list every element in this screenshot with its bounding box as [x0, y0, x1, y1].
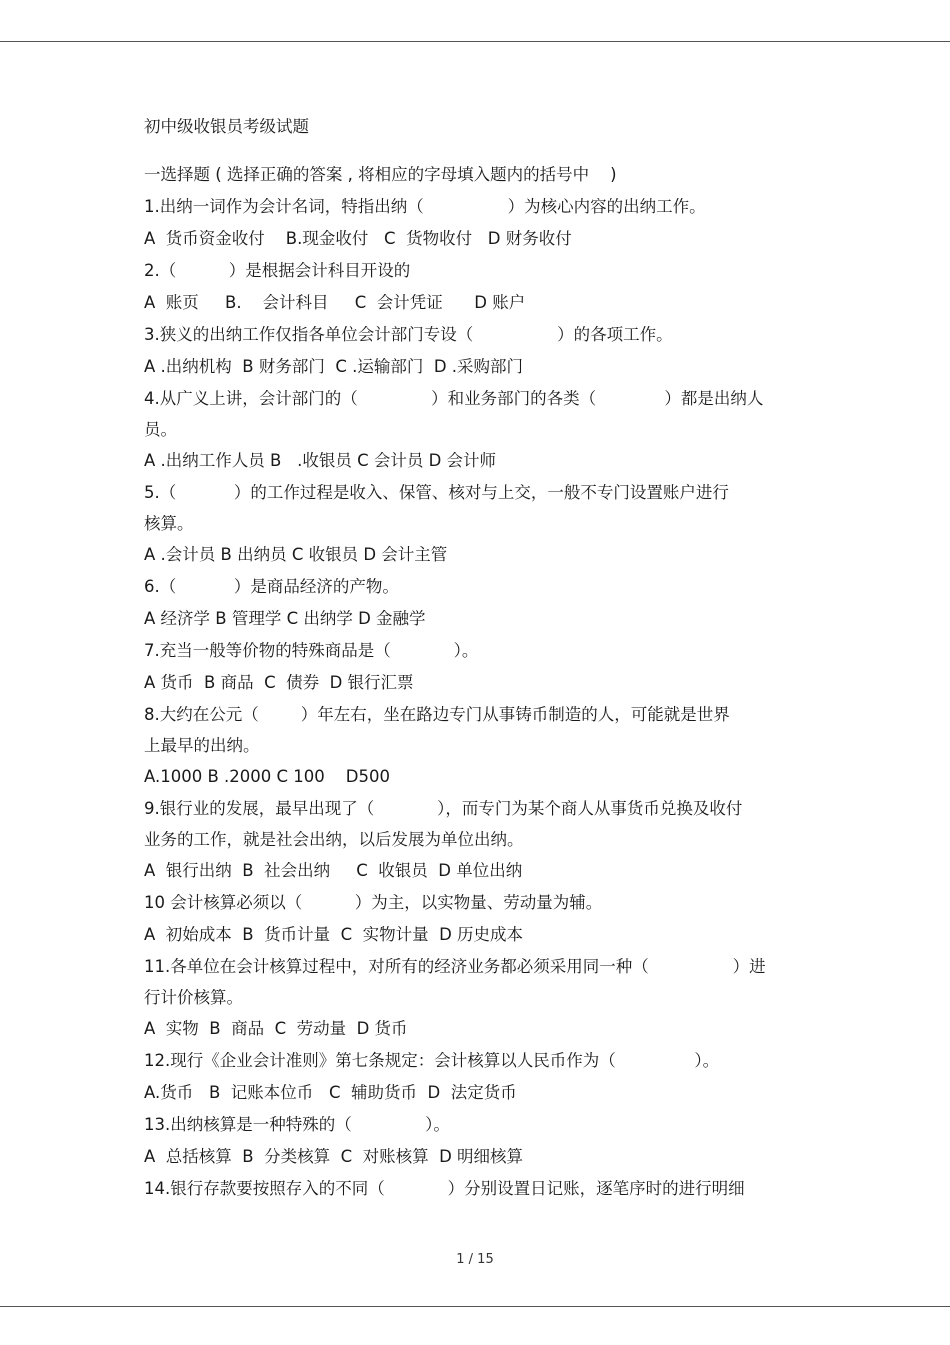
text-line: 7.充当一般等价物的特殊商品是（ ）。 — [144, 641, 479, 660]
text-line: 10 会计核算必须以（ ）为主，以实物量、劳动量为辅。 — [144, 893, 603, 912]
text-line: A.货币 B 记账本位币 C 辅助货币 D 法定货币 — [144, 1083, 517, 1102]
text-line: A .会计员 B 出纳员 C 收银员 D 会计主管 — [144, 545, 448, 564]
text-line: 行计价核算。 — [144, 988, 243, 1007]
text-line: 核算。 — [144, 514, 194, 533]
document-title: 初中级收银员考级试题 — [144, 117, 309, 136]
text-line: A 实物 B 商品 C 劳动量 D 货币 — [144, 1019, 408, 1038]
text-line: 2.（ ）是根据会计科目开设的 — [144, 261, 411, 280]
text-line: 员。 — [144, 420, 177, 439]
text-line: A 总括核算 B 分类核算 C 对账核算 D 明细核算 — [144, 1147, 524, 1166]
text-line: A 银行出纳 B 社会出纳 C 收银员 D 单位出纳 — [144, 861, 523, 880]
header-rule — [0, 41, 950, 42]
text-line: 13.出纳核算是一种特殊的（ ）。 — [144, 1115, 450, 1134]
page-body — [144, 117, 824, 1211]
text-line: A 初始成本 B 货币计量 C 实物计量 D 历史成本 — [144, 925, 524, 944]
text-line: 11.各单位在会计核算过程中，对所有的经济业务都必须采用同一种（ ）进 — [144, 957, 766, 976]
text-line: 9.银行业的发展，最早出现了（ ），而专门为某个商人从事货币兑换及收付 — [144, 799, 743, 818]
text-line: A .出纳工作人员 B .收银员 C 会计员 D 会计师 — [144, 451, 497, 470]
text-line: A 经济学 B 管理学 C 出纳学 D 金融学 — [144, 609, 426, 628]
text-line: 5.（ ）的工作过程是收入、保管、核对与上交，一般不专门设置账户进行 — [144, 483, 729, 502]
text-line: A 账页 B. 会计科目 C 会计凭证 D 账户 — [144, 293, 526, 312]
section-heading: 一选择题 ( 选择正确的答案 , 将相应的字母填入题内的括号中 ) — [144, 165, 617, 184]
text-line: A.1000 B .2000 C 100 D500 — [144, 767, 390, 786]
text-line: 6.（ ）是商品经济的产物。 — [144, 577, 399, 596]
text-line: A 货币资金收付 B.现金收付 C 货物收付 D 财务收付 — [144, 229, 572, 248]
text-line: 上最早的出纳。 — [144, 736, 260, 755]
text-line: 4.从广义上讲，会计部门的（ ）和业务部门的各类（ ）都是出纳人 — [144, 389, 764, 408]
text-line: 14.银行存款要按照存入的不同（ ）分别设置日记账，逐笔序时的进行明细 — [144, 1179, 745, 1198]
text-line: A 货币 B 商品 C 债券 D 银行汇票 — [144, 673, 414, 692]
text-line: 业务的工作，就是社会出纳，以后发展为单位出纳。 — [144, 830, 524, 849]
page-number: 1 / 15 — [456, 1252, 494, 1267]
footer-rule — [0, 1306, 950, 1307]
text-line: 12.现行《企业会计准则》第七条规定：会计核算以人民币作为（ ）。 — [144, 1051, 720, 1070]
text-line: 8.大约在公元（ ）年左右，坐在路边专门从事铸币制造的人，可能就是世界 — [144, 705, 730, 724]
text-line: 1.出纳一词作为会计名词，特指出纳（ ）为核心内容的出纳工作。 — [144, 197, 706, 216]
text-line: A .出纳机构 B 财务部门 C .运输部门 D .采购部门 — [144, 357, 524, 376]
text-line: 3.狭义的出纳工作仅指各单位会计部门专设（ ）的各项工作。 — [144, 325, 673, 344]
